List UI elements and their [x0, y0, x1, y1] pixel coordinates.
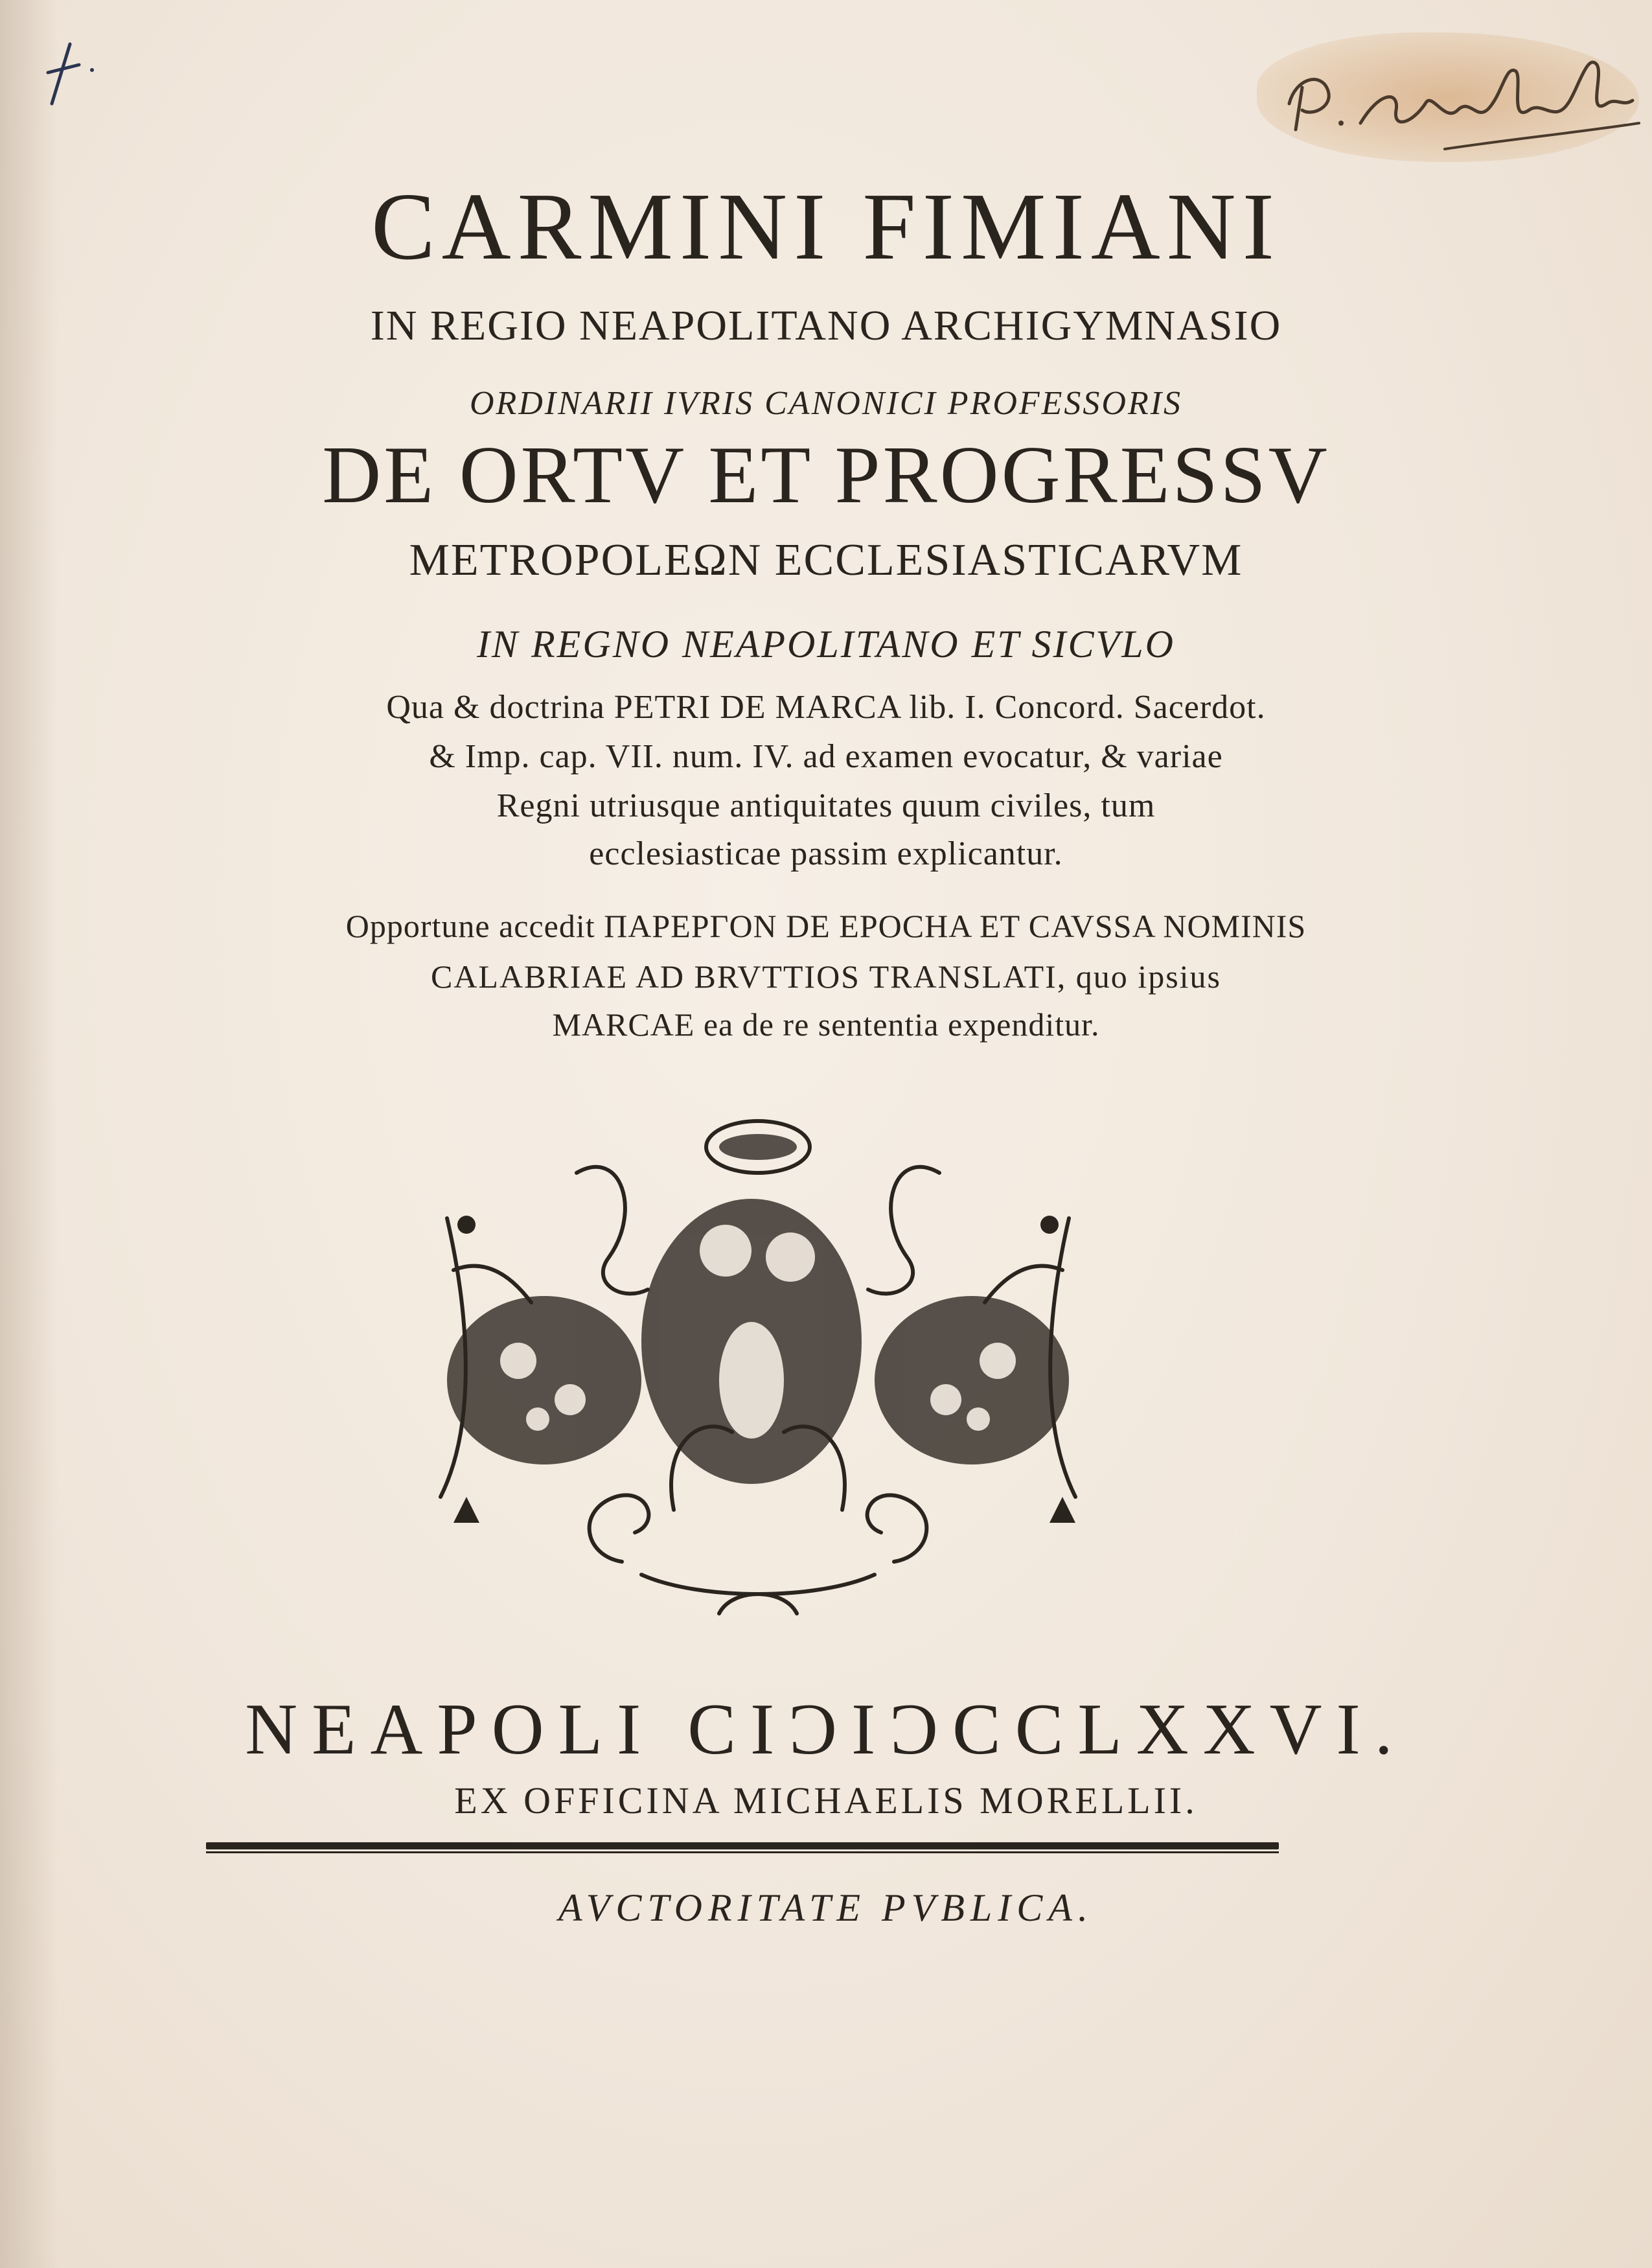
title-main: DE ORTV ET PROGRESSV — [322, 430, 1330, 520]
description-line: Regni utriusque antiquitates quum civiles, tum — [496, 787, 1156, 824]
title-subtitle: METROPOLEΩN ECCLESIASTICARVM — [409, 535, 1243, 585]
author-position: ORDINARII IVRIS CANONICI PROFESSORIS — [469, 385, 1183, 422]
title-region: IN REGNO NEAPOLITANO ET SICVLO — [477, 623, 1175, 665]
description-line: Qua & doctrina PETRI DE MARCA lib. I. Concord. Sacerdot. — [386, 689, 1266, 726]
author-name: CARMINI FIMIANI — [371, 174, 1281, 280]
rule-thick — [206, 1842, 1279, 1849]
imprint-printer: EX OFFICINA MICHAELIS MORELLII. — [454, 1779, 1198, 1822]
printer-ornament-vignette — [428, 1108, 1088, 1626]
margin-mark-f — [39, 39, 97, 110]
imprint-authority: AVCTORITATE PVBLICA. — [558, 1886, 1094, 1929]
handwritten-signature — [1250, 26, 1652, 175]
imprint-place-year: NEAPOLI CIƆIƆCCLXXVI. — [245, 1689, 1407, 1770]
appendix-line: CALABRIAE AD BRVTTIOS TRANSLATI, quo ipsius — [430, 958, 1222, 995]
appendix-line: MARCAE ea de re sententia expenditur. — [552, 1006, 1100, 1043]
double-rule-divider — [206, 1842, 1279, 1854]
author-affiliation: IN REGIO NEAPOLITANO ARCHIGYMNASIO — [370, 302, 1282, 349]
signature-script — [1250, 26, 1652, 175]
rule-thin — [206, 1851, 1279, 1853]
appendix-line: Opportune accedit ΠΑΡΕΡΓΟΝ DE EPOCHA ET CAVSSA NOMINIS — [345, 908, 1307, 944]
description-line: & Imp. cap. VII. num. IV. ad examen evocatur, & variae — [429, 738, 1223, 775]
description-line: ecclesiasticae passim explicantur. — [589, 835, 1063, 872]
